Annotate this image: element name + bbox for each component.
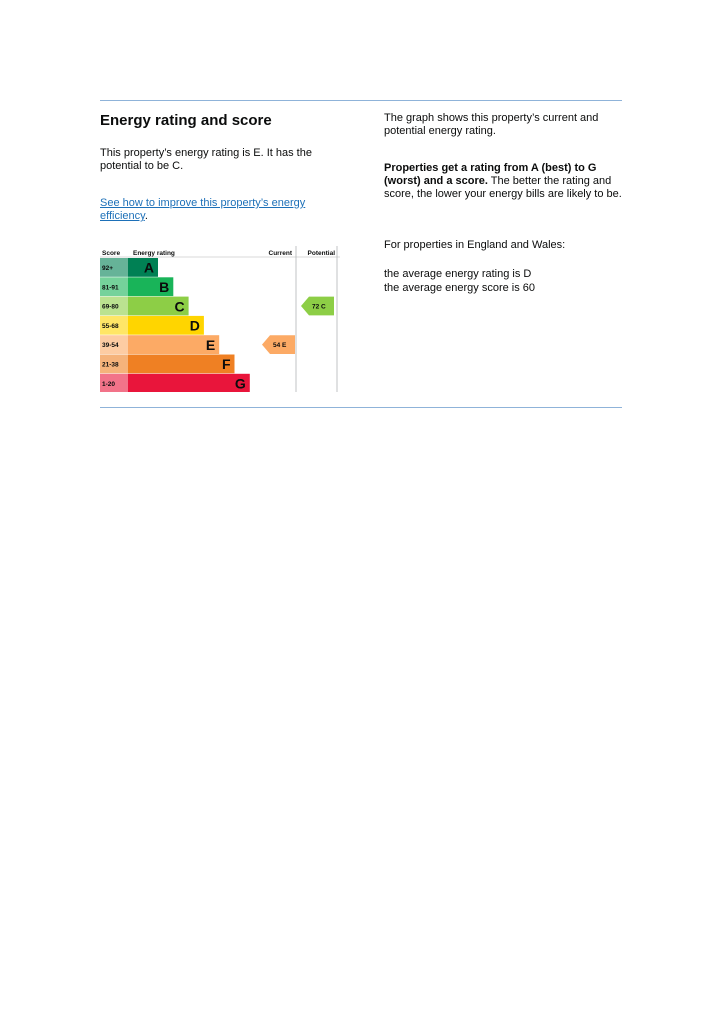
rating-letter-b: B [159, 278, 170, 295]
england-wales-heading: For properties in England and Wales: [384, 239, 566, 251]
average-score-text: the average energy score is 60 [384, 282, 536, 294]
current-rating-label: 54 E [273, 341, 287, 349]
potential-rating-label: 72 C [312, 303, 326, 311]
energy-rating-graph [100, 246, 340, 392]
energy-rating-chart [100, 246, 340, 392]
improve-link-paragraph [100, 197, 340, 223]
header-current: Current [268, 250, 292, 257]
graph-description: The graph shows this property’s current and potential energy rating. [384, 112, 599, 137]
rating-explanation-bold: Properties get a rating from A (best) to G (worst) and a score. [384, 162, 597, 187]
top-divider [100, 100, 622, 101]
score-range-f: 21-38 [102, 361, 119, 369]
improve-energy-efficiency-link[interactable]: See how to improve this property’s energy efficiency [100, 197, 306, 222]
rating-letter-c: C [174, 298, 185, 315]
link-trailing-period: . [144, 210, 148, 222]
score-range-b: 81-91 [102, 284, 119, 292]
bottom-divider [100, 407, 622, 408]
rating-bar-g [128, 374, 250, 392]
rating-letter-g: G [234, 375, 246, 392]
score-range-e: 39-54 [102, 342, 119, 350]
score-range-d: 55-68 [102, 322, 119, 330]
score-range-c: 69-80 [102, 303, 119, 311]
rating-summary-text: This property’s energy rating is E. It has the potential to be C. [100, 147, 312, 172]
average-rating-text: the average energy rating is D [384, 268, 532, 280]
rating-letter-e: E [205, 336, 216, 353]
rating-letter-f: F [221, 356, 231, 373]
header-potential: Potential [307, 250, 335, 257]
energy-summary [100, 112, 350, 222]
rating-letter-d: D [189, 317, 200, 334]
header-energy-rating: Energy rating [133, 250, 175, 257]
rating-explanation-rest: The better the rating and score, the lower your energy bills are likely to be. [384, 175, 622, 200]
rating-letter-a: A [143, 259, 154, 276]
rating-explanation [384, 162, 622, 201]
score-range-a: 92+ [102, 264, 114, 272]
header-score: Score [102, 250, 121, 257]
score-range-g: 1-20 [102, 380, 116, 388]
rating-bar-f [128, 355, 235, 374]
section-heading: Energy rating and score [100, 112, 272, 129]
